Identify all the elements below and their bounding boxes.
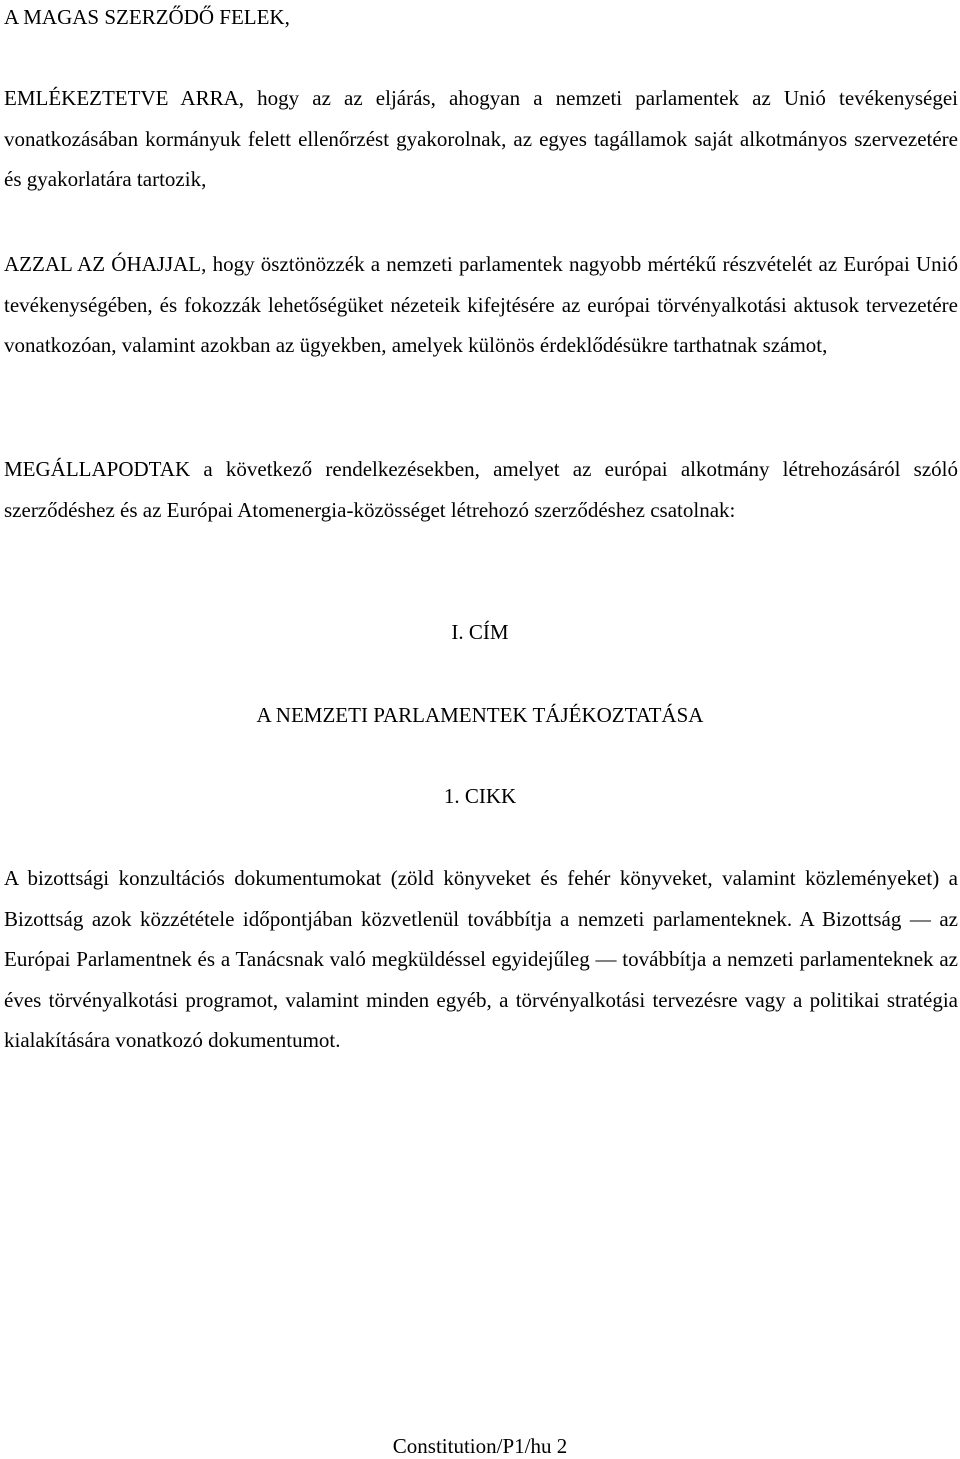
title-number: I. CÍM	[451, 620, 509, 644]
agreement-clause: MEGÁLLAPODTAK a következő rendelkezésekben, amelyet az európai alkotmány létrehozásáról szóló szerződéshez és az Európai Atomenergia-közösséget létrehozó szerződéshez csatolnak:	[4, 457, 958, 522]
article-heading: 1. CIKK	[443, 784, 517, 808]
recital-desiring: AZZAL AZ ÓHAJJAL, hogy ösztönözzék a nemzeti parlamentek nagyobb mértékű részvételét az Európai Unió tevékenységében, és fokozzák lehetőségüket nézeteik kifejtésére az európai törvényalkotási aktusok tervezetére vonatkozóan, valamint azokban az ügyekben, amelyek különös érdeklődésükre tarthatnak számot,	[4, 252, 958, 357]
title-name: A NEMZETI PARLAMENTEK TÁJÉKOZTATÁSA	[256, 703, 704, 727]
article-1-text: A bizottsági konzultációs dokumentumokat (zöld könyveket és fehér könyveket, valamint közleményeket) a Bizottság azok közzététele időpontjában közvetlenül továbbítja a nemzeti parlamenteknek. A Bizottság ― az Európai Parlamentnek és a Tanácsnak való megküldéssel egyidejűleg ― továbbítja a nemzeti parlamenteknek az éves törvényalkotási programot, valamint minden egyéb, a törvényalkotási tervezésre vagy a politikai stratégia kialakítására vonatkozó dokumentumot.	[4, 866, 958, 1052]
recital-recalling: EMLÉKEZTETVE ARRA, hogy az az eljárás, ahogyan a nemzeti parlamentek az Unió tevékenységei vonatkozásában kormányuk felett ellenőrzést gyakorolnak, az egyes tagállamok saját alkotmányos szervezetére és gyakorlatára tartozik,	[4, 86, 958, 191]
page-footer: Constitution/P1/hu 2	[392, 1434, 568, 1458]
parties-line: A MAGAS SZERZŐDŐ FELEK,	[4, 5, 290, 29]
